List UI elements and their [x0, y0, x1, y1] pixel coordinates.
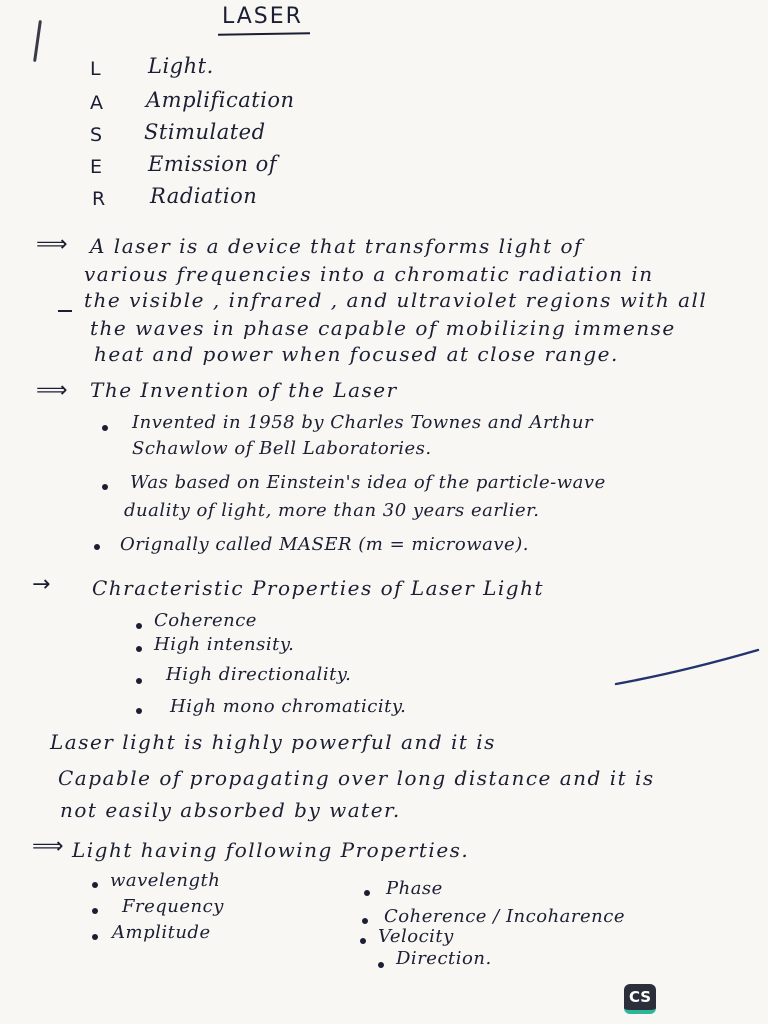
acronym-word: Light.: [148, 54, 214, 78]
list-item: Amplitude: [112, 922, 211, 943]
bullet-icon: [102, 484, 108, 490]
list-item: High directionality.: [166, 664, 352, 685]
definition-line: the waves in phase capable of mobilizing immense: [90, 316, 676, 340]
definition-line: heat and power when focused at close range.: [94, 342, 619, 366]
bullet-icon: [136, 708, 142, 714]
acronym-letter: R: [92, 188, 106, 210]
list-item: Coherence / Incoharence: [384, 906, 625, 927]
arrow-icon: ⟹: [36, 378, 68, 403]
list-item: Coherence: [154, 610, 257, 631]
arrow-icon: →: [32, 572, 51, 597]
bullet-icon: [364, 890, 370, 896]
list-item: High intensity.: [154, 634, 295, 655]
list-item: Phase: [386, 878, 443, 899]
title-underline: [218, 32, 310, 36]
summary-line: not easily absorbed by water.: [60, 798, 401, 822]
acronym-word: Amplification: [146, 88, 295, 112]
acronym-word: Radiation: [150, 184, 258, 208]
list-item: Orignally called MASER (m = microwave).: [120, 534, 529, 555]
acronym-letter: L: [90, 58, 101, 80]
bullet-icon: [136, 678, 142, 684]
summary-line: Laser light is highly powerful and it is: [50, 730, 496, 754]
list-item: duality of light, more than 30 years earlier.: [124, 500, 540, 521]
bullet-icon: [362, 918, 368, 924]
definition-line: A laser is a device that transforms light of: [90, 234, 583, 258]
acronym-letter: S: [90, 124, 103, 146]
list-item: Schawlow of Bell Laboratories.: [132, 438, 432, 459]
bullet-icon: [92, 908, 98, 914]
stray-dash: [58, 310, 72, 312]
bullet-icon: [360, 938, 366, 944]
bullet-icon: [136, 646, 142, 652]
acronym-word: Emission of: [148, 152, 277, 176]
bullet-icon: [102, 425, 108, 431]
arrow-icon: ⟹: [36, 232, 68, 257]
pen-stroke: [612, 644, 762, 688]
arrow-icon: ⟹: [32, 834, 64, 859]
page-title: LASER: [222, 4, 303, 29]
pen-mark: [33, 20, 42, 62]
list-item: Direction.: [396, 948, 492, 969]
bullet-icon: [94, 544, 100, 550]
list-item: wavelength: [110, 870, 221, 891]
list-item: Frequency: [122, 896, 224, 917]
list-item: Was based on Einstein's idea of the particle-wave: [130, 472, 606, 493]
bullet-icon: [92, 882, 98, 888]
list-item: Velocity: [378, 926, 454, 947]
bullet-icon: [378, 962, 384, 968]
summary-line: Capable of propagating over long distance and it is: [58, 766, 655, 790]
list-item: High mono chromaticity.: [170, 696, 407, 717]
scanner-logo: CS: [624, 984, 656, 1014]
list-item: Invented in 1958 by Charles Townes and Arthur: [132, 412, 594, 433]
definition-line: the visible , infrared , and ultraviolet regions with all: [84, 288, 708, 312]
bullet-icon: [92, 934, 98, 940]
section-heading: Light having following Properties.: [72, 838, 470, 862]
acronym-letter: E: [90, 156, 103, 178]
acronym-letter: A: [90, 92, 103, 114]
definition-line: various frequencies into a chromatic radiation in: [84, 262, 654, 286]
bullet-icon: [136, 623, 142, 629]
section-heading: Chracteristic Properties of Laser Light: [92, 576, 545, 600]
acronym-word: Stimulated: [144, 120, 266, 144]
section-heading: The Invention of the Laser: [90, 378, 398, 402]
